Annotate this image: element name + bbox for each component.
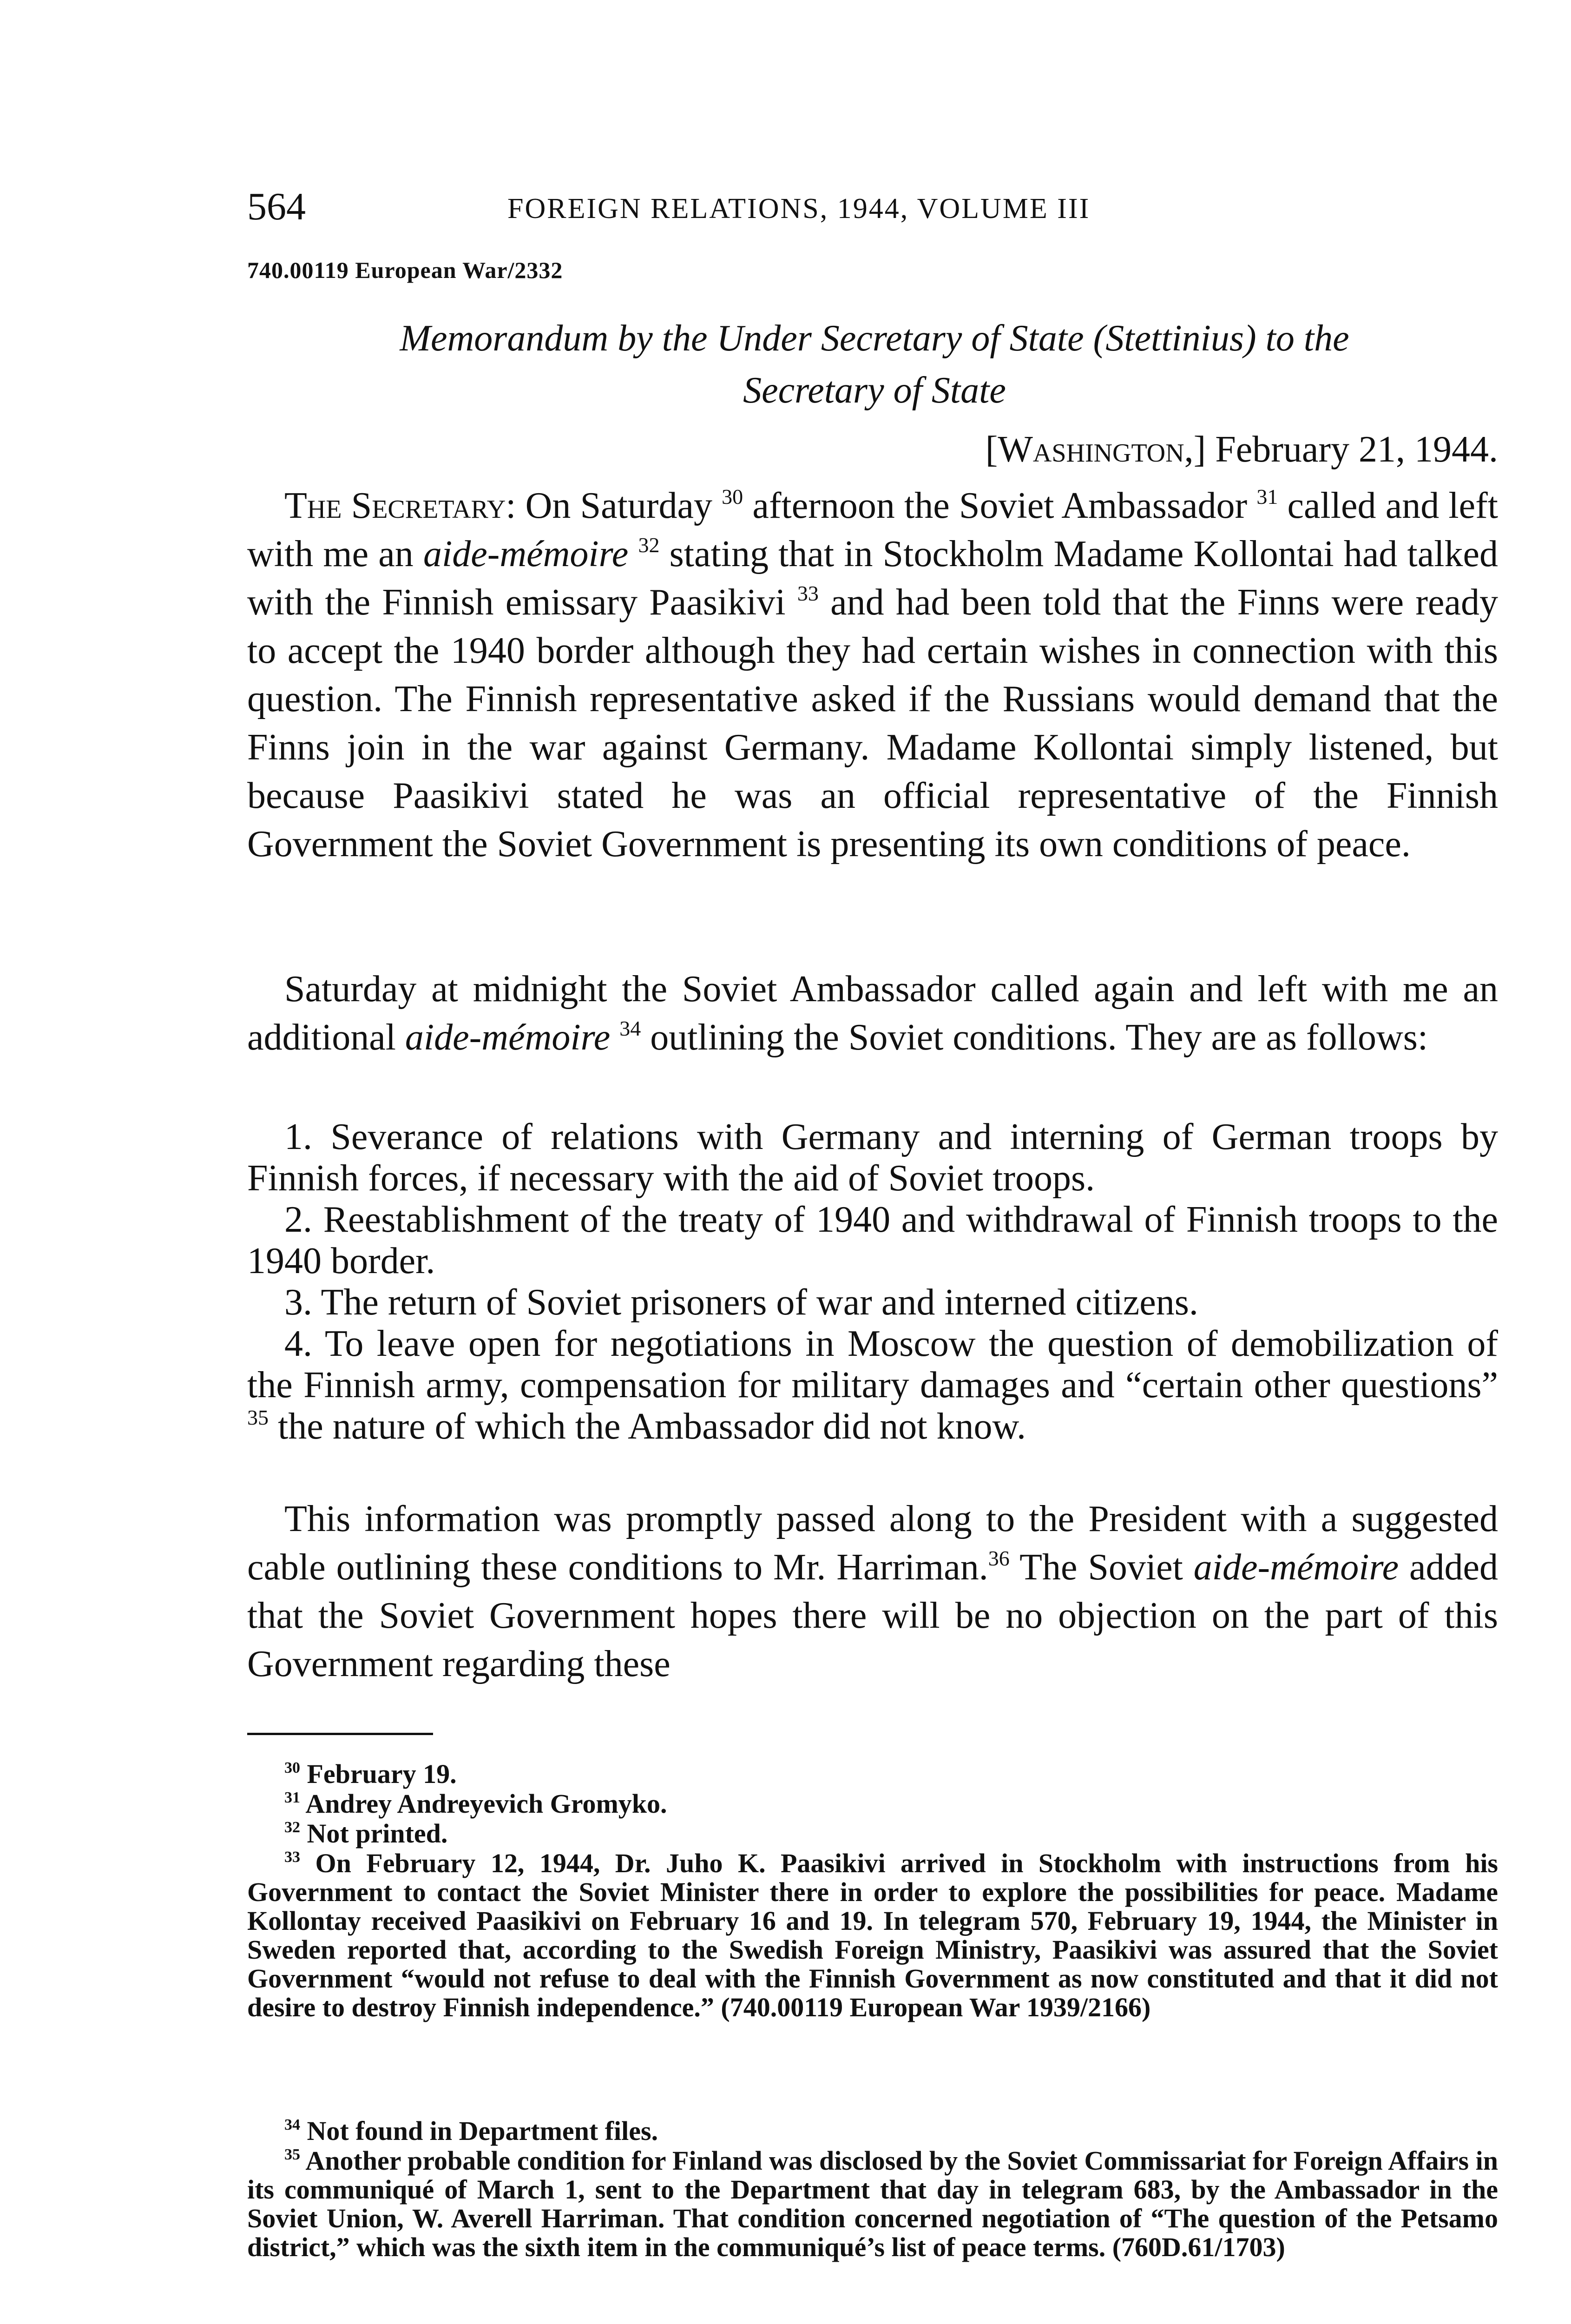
footnote-ref-35[interactable]: 35 [247,1406,269,1429]
paragraph-text: and had been told that the Finns were ready to accept the 1940 border although they had certain wishes in connection with this question. The Finnish representative asked if the Russians would demand that the Finns join in the war against Germany. Madame Kollontai simply listened, but because Paasikivi stated he was an official representative of the Finnish Government the Soviet Government is presenting its own conditions of peace. [247,582,1498,865]
condition-4 [247,1323,1498,1447]
footnote-number: 33 [284,1849,300,1866]
dateline-place: Washington [998,429,1184,470]
paragraph-text: stating that in Stockholm Madame Kollontai had talked with the Finnish emissary Paasikivi [247,534,1499,623]
paragraph-text: added that the Soviet Government hopes there will be no objection on the part of this Government regarding these [247,1547,1499,1684]
footnote-ref-33[interactable]: 33 [797,581,819,605]
paragraph-1 [247,482,1498,868]
footnote-text: Another probable condition for Finland was disclosed by the Soviet Commissariat for Foreign Affairs in its communiqué of March 1, sent to the Department that day in telegram 683, by the Ambassador in the Soviet Union, W. Averell Harriman. That condition concerned negotiation of “The question of the Petsamo district,” which was the sixth item in the communiqué’s list of peace terms. (760D.61/1703) [247,2146,1498,2262]
footnote-34 [247,2117,1498,2146]
paragraph-text [610,1017,619,1058]
dateline-open-bracket: [ [985,429,998,470]
condition-2: 2. Reestablishment of the treaty of 1940 and withdrawal of Finnish troops to the 1940 border. [247,1199,1498,1281]
footnote-number: 34 [284,2116,300,2133]
page-header [247,184,1502,231]
italic-term: aide-mémoire [423,534,629,574]
footnote-divider [247,1733,433,1735]
paragraph-text: afternoon the Soviet Ambassador [743,485,1257,526]
paragraph-text: This information was promptly passed along to the President with a suggested cable outlining these conditions to Mr. Harriman. [247,1499,1498,1588]
condition-text: 4. To leave open for negotiations in Moscow the question of demobilization of the Finnish army, compensation for military damages and “certain other questions” [247,1323,1498,1406]
footnote-ref-31[interactable]: 31 [1256,485,1278,508]
dateline-date: ,] February 21, 1944. [1184,429,1498,470]
paragraph-text: : On Saturday [506,485,722,526]
condition-text: the nature of which the Ambassador did not know. [269,1406,1026,1447]
footnote-35 [247,2146,1498,2262]
paragraph-text: Saturday at midnight the Soviet Ambassador called again and left with me an additional [247,969,1498,1058]
footnote-number: 30 [284,1759,300,1776]
footnote-number: 31 [284,1789,300,1806]
footnote-ref-34[interactable]: 34 [619,1017,641,1040]
footnote-ref-36[interactable]: 36 [988,1546,1010,1570]
page-number: 564 [247,185,306,228]
footnote-31 [247,1789,1498,1818]
condition-3: 3. The return of Soviet prisoners of war and interned citizens. [284,1282,1198,1323]
footnote-number: 35 [284,2146,300,2163]
footnote-text: Not printed. [307,1818,448,1849]
footnote-32 [247,1819,1498,1848]
footnote-ref-30[interactable]: 30 [722,485,743,508]
paragraph-text: The Soviet [1009,1547,1194,1588]
italic-term: aide-mémoire [1193,1547,1399,1588]
italic-term: aide-mémoire [405,1017,611,1058]
footnote-text: Not found in Department files. [307,2116,658,2146]
dateline [247,429,1498,471]
footnote-ref-32[interactable]: 32 [638,533,660,557]
salutation: The Secretary [284,485,506,526]
footnote-33 [247,1849,1498,2022]
footnote-30 [247,1760,1498,1789]
document-title-line-2: Secretary of State [743,370,1006,411]
running-head: FOREIGN RELATIONS, 1944, VOLUME III [507,193,1091,224]
document-title-line-1: Memorandum by the Under Secretary of State (Stettinius) to the [400,318,1349,359]
footnote-text: On February 12, 1944, Dr. Juho K. Paasikivi arrived in Stockholm with instructions from his Government to contact the Soviet Minister there in order to explore the possibilities for peace. Madame Kollontay received Paasikivi on February 16 and 19. In telegram 570, February 19, 1944, the Minister in Sweden reported that, according to the Swedish Foreign Ministry, Paasikivi was assured that the Soviet Government “would not refuse to deal with the Finnish Government as now constituted and that it did not desire to destroy Finnish independence.” (740.00119 European War 1939/2166) [247,1848,1499,2022]
footnote-text: February 19. [307,1759,457,1789]
condition-1: 1. Severance of relations with Germany and interning of German troops by Finnish forces, if necessary with the aid of Soviet troops. [247,1116,1498,1199]
paragraph-2 [247,965,1498,1062]
paragraph-text: outlining the Soviet conditions. They are as follows: [641,1017,1428,1058]
file-number: 740.00119 European War/2332 [247,257,563,283]
footnote-text: Andrey Andreyevich Gromyko. [305,1789,667,1819]
paragraph-text [628,534,638,574]
footnote-number: 32 [284,1819,300,1836]
document-title [247,312,1502,416]
paragraph-3 [247,1495,1498,1688]
paragraph-text: called and left with me an [247,485,1498,574]
